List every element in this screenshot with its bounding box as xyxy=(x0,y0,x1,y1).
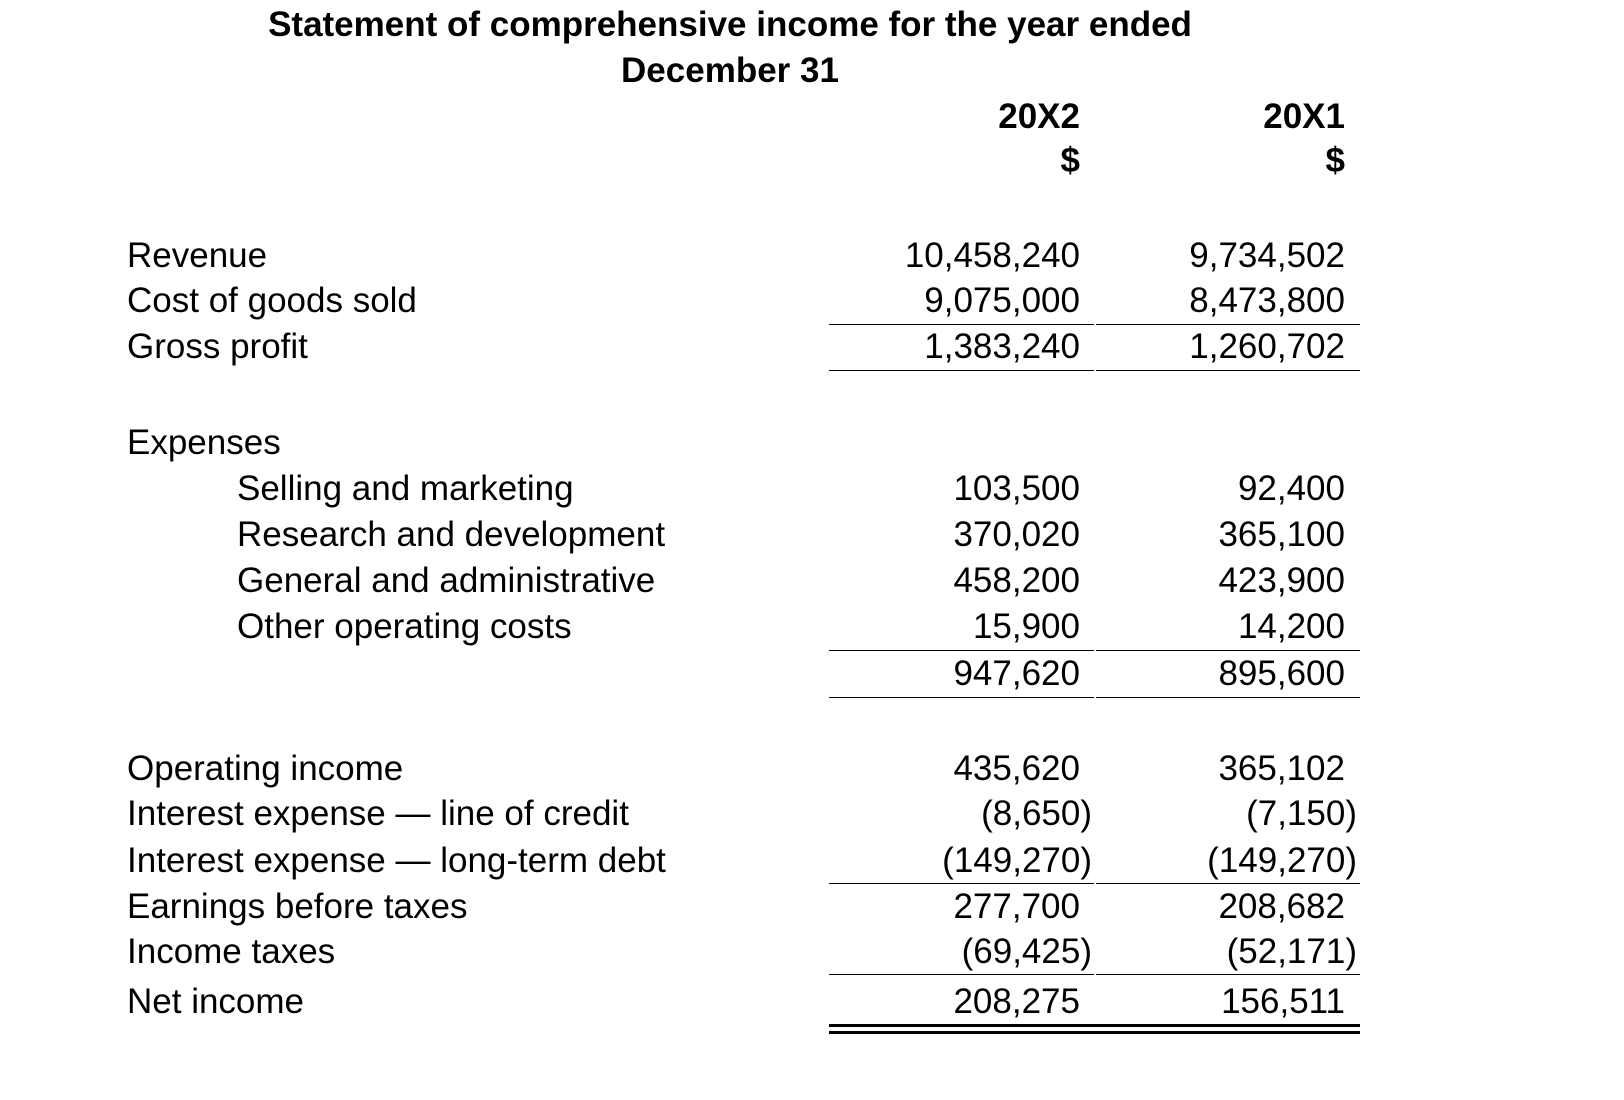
value-revenue-20x1: 9,734,502 xyxy=(1189,236,1345,275)
value-research-20x1: 365,100 xyxy=(1218,515,1345,554)
value-other-20x1: 14,200 xyxy=(1237,607,1345,646)
total-rule xyxy=(1096,697,1360,698)
value-gross-profit-20x2: 1,383,240 xyxy=(924,327,1080,366)
value-ebt-20x2: 277,700 xyxy=(953,887,1080,926)
total-rule xyxy=(829,370,1094,371)
value-net-income-20x2: 208,275 xyxy=(953,982,1080,1021)
row-label-earnings-before-taxes: Earnings before taxes xyxy=(127,887,468,926)
value-general-20x1: 423,900 xyxy=(1218,561,1345,600)
value-cogs-20x2: 9,075,000 xyxy=(924,281,1080,320)
value-research-20x2: 370,020 xyxy=(953,515,1080,554)
currency-20x1: $ xyxy=(1325,141,1345,180)
grand-total-double-rule xyxy=(829,1024,1360,1034)
subtotal-rule xyxy=(1096,974,1360,975)
value-ebt-20x1: 208,682 xyxy=(1218,887,1345,926)
row-label-research-development: Research and development xyxy=(237,515,666,554)
value-other-20x2: 15,900 xyxy=(972,607,1080,646)
value-total-expenses-20x2: 947,620 xyxy=(953,654,1080,693)
value-gross-profit-20x1: 1,260,702 xyxy=(1189,327,1345,366)
subtotal-rule xyxy=(1096,883,1360,884)
value-selling-20x1: 92,400 xyxy=(1237,469,1345,508)
row-label-selling-marketing: Selling and marketing xyxy=(237,469,574,508)
subtotal-rule xyxy=(829,883,1094,884)
column-header-20x2: 20X2 xyxy=(998,97,1080,136)
row-label-cogs: Cost of goods sold xyxy=(127,281,417,320)
total-rule xyxy=(829,697,1094,698)
total-rule xyxy=(1096,370,1360,371)
row-label-revenue: Revenue xyxy=(127,236,268,275)
row-label-income-taxes: Income taxes xyxy=(127,932,336,971)
row-label-interest-long-term-debt: Interest expense — long-term debt xyxy=(127,841,666,880)
row-label-gross-profit: Gross profit xyxy=(127,327,308,366)
row-label-operating-income: Operating income xyxy=(127,749,404,788)
row-label-other-operating-costs: Other operating costs xyxy=(237,607,572,646)
currency-20x2: $ xyxy=(1060,141,1080,180)
subtotal-rule xyxy=(829,974,1094,975)
section-heading-expenses: Expenses xyxy=(127,423,281,462)
value-cogs-20x1: 8,473,800 xyxy=(1189,281,1345,320)
value-operating-income-20x2: 435,620 xyxy=(953,749,1080,788)
value-total-expenses-20x1: 895,600 xyxy=(1218,654,1345,693)
column-header-20x1: 20X1 xyxy=(1263,97,1345,136)
value-revenue-20x2: 10,458,240 xyxy=(904,236,1080,275)
subtotal-rule xyxy=(829,650,1094,651)
value-net-income-20x1: 156,511 xyxy=(1221,982,1345,1021)
value-general-20x2: 458,200 xyxy=(953,561,1080,600)
row-label-interest-line-of-credit: Interest expense — line of credit xyxy=(127,794,629,833)
row-label-general-administrative: General and administrative xyxy=(237,561,656,600)
row-label-net-income: Net income xyxy=(127,982,305,1021)
value-income-taxes-20x2: (69,425) xyxy=(961,932,1092,971)
value-operating-income-20x1: 365,102 xyxy=(1218,749,1345,788)
value-interest-ltd-20x1: (149,270) xyxy=(1207,841,1357,880)
value-selling-20x2: 103,500 xyxy=(953,469,1080,508)
value-interest-loc-20x2: (8,650) xyxy=(981,794,1092,833)
value-interest-ltd-20x2: (149,270) xyxy=(942,841,1092,880)
statement-title-date: December 31 xyxy=(621,51,839,90)
value-income-taxes-20x1: (52,171) xyxy=(1226,932,1357,971)
subtotal-rule xyxy=(1096,650,1360,651)
statement-title: Statement of comprehensive income for the year ended xyxy=(268,5,1192,44)
value-interest-loc-20x1: (7,150) xyxy=(1246,794,1357,833)
